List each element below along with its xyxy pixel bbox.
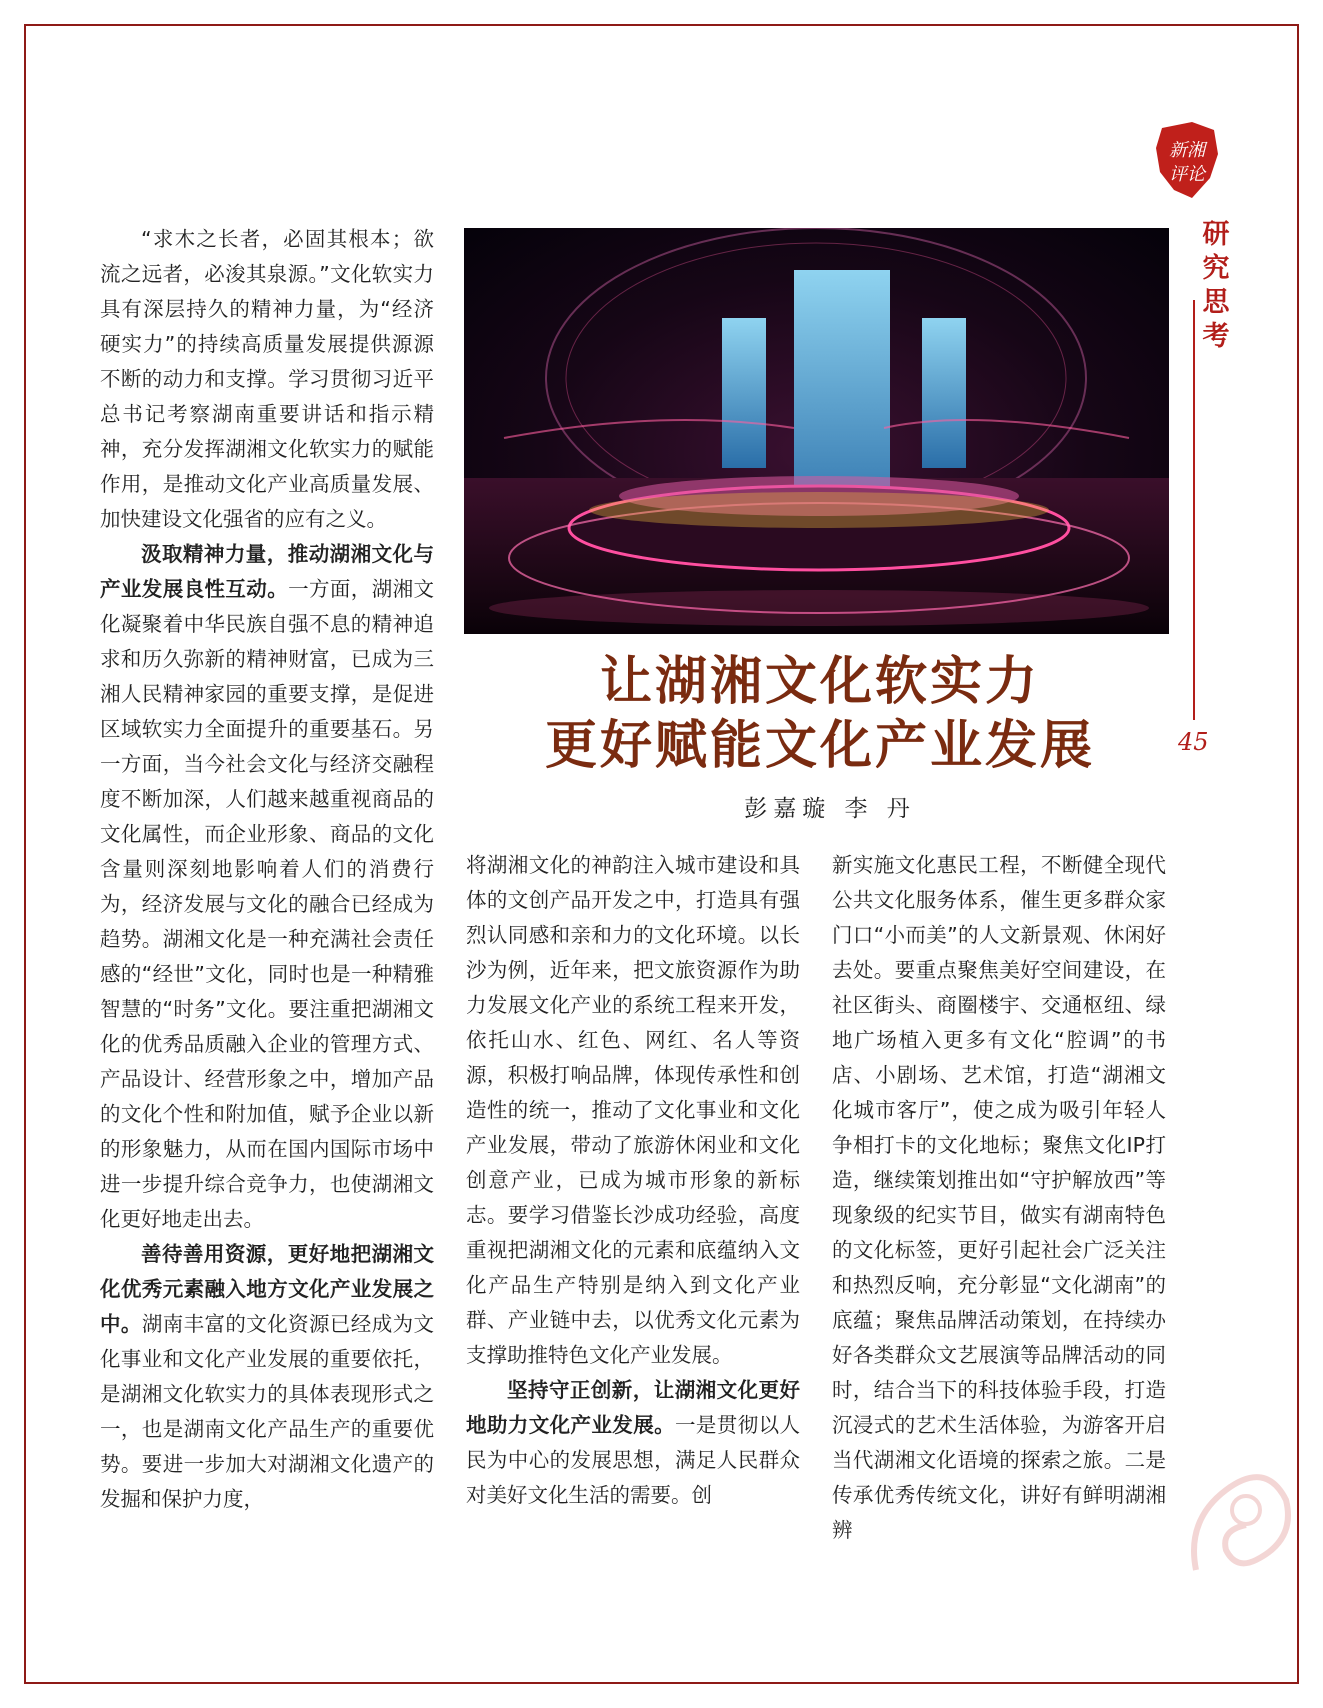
paragraph: 将湖湘文化的神韵注入城市建设和具体的文创产品开发之中，打造具有强烈认同感和亲和力的文化环境。以长沙为例，近年来，把文旅资源作为助力发展文化产业的系统工程来开发，依托山水、红色、网红、名人等资源，积极打响品牌，体现传承性和创造性的统一，推动了文化事业和文化产业发展，带动了旅游休闲业和文化创意产业，已成为城市形象的新标志。要学习借鉴长沙成功经验，高度重视把湖湘文化的元素和底蕴纳入文化产品生产特别是纳入到文化产业群、产业链中去，以优秀文化元素为支撑助推特色文化产业发展。: [466, 853, 800, 1367]
title-line-2: 更好赋能文化产业发展: [544, 715, 1095, 776]
article-authors: 彭嘉璇 李 丹: [744, 796, 916, 822]
paragraph: [466, 1373, 800, 1513]
text-column-1: [100, 222, 434, 1517]
stage-performance-photo: [464, 228, 1169, 634]
phoenix-watermark-icon: [1176, 1450, 1296, 1590]
magazine-seal-icon: [1152, 120, 1222, 202]
article-title: [440, 650, 1200, 778]
title-line-1: 让湖湘文化软实力: [599, 651, 1040, 712]
stage-photo-illustration: [464, 228, 1169, 634]
paragraph: [100, 537, 434, 1237]
svg-text:评论: 评论: [1169, 164, 1205, 185]
paragraph: [100, 1237, 434, 1517]
svg-text:新湘: 新湘: [1169, 140, 1205, 161]
text-column-3: [832, 848, 1166, 1548]
paragraph: 新实施文化惠民工程，不断健全现代公共文化服务体系，催生更多群众家门口“小而美”的人文新景观、休闲好去处。要重点聚焦美好空间建设，在社区街头、商圈楼宇、交通枢纽、绿地广场植入更多有文化“腔调”的书店、小剧场、艺术馆，打造“湖湘文化城市客厅”，使之成为吸引年轻人争相打卡的文化地标；聚焦文化IP打造，继续策划推出如“守护解放西”等现象级的纪实节目，做实有湖南特色的文化标签，更好引起社会广泛关注和热烈反响，充分彰显“文化湖南”的底蕴；聚焦品牌活动策划，在持续办好各类群众文艺展演等品牌活动的同时，结合当下的科技体验手段，打造沉浸式的艺术生活体验，为游客开启当代湖湘文化语境的探索之旅。二是传承优秀传统文化，讲好有鲜明湖湘辨: [832, 853, 1166, 1542]
paragraph-heading: 善待善用资源，更好地把湖湘文化优秀元素融入地方文化产业发展之中。: [100, 1242, 434, 1336]
paragraph-body: 一是贯彻以人民为中心的发展思想，满足人民群众对美好文化生活的需要。创: [466, 1413, 800, 1507]
paragraph: “求木之长者，必固其根本；欲流之远者，必浚其泉源。”文化软实力具有深层持久的精神力量，为“经济硬实力”的持续高质量发展提供源源不断的动力和支撑。学习贯彻习近平总书记考察湖南重要讲话和指示精神，充分发挥湖湘文化软实力的赋能作用，是推动文化产业高质量发展、加快建设文化强省的应有之义。: [100, 227, 434, 531]
paragraph-heading: 坚持守正创新，让湖湘文化更好地助力文化产业发展。: [466, 1378, 800, 1437]
paragraph-body: 一方面，湖湘文化凝聚着中华民族自强不息的精神追求和历久弥新的精神财富，已成为三湘人民精神家园的重要支撑，是促进区域软实力全面提升的重要基石。另一方面，当今社会文化与经济交融程度不断加深，人们越来越重视商品的文化属性，而企业形象、商品的文化含量则深刻地影响着人们的消费行为，经济发展与文化的融合已经成为趋势。湖湘文化是一种充满社会责任感的“经世”文化，同时也是一种精雅智慧的“时务”文化。要注重把湖湘文化的优秀品质融入企业的管理方式、产品设计、经营形象之中，增加产品的文化个性和附加值，赋予企业以新的形象魅力，从而在国内国际市场中进一步提升综合竞争力，也使湖湘文化更好地走出去。: [100, 577, 435, 1231]
section-label: 研究思考: [1202, 219, 1230, 352]
paragraph-heading: 汲取精神力量，推动湖湘文化与产业发展良性互动。: [100, 542, 434, 601]
page-number: 45: [1178, 728, 1209, 756]
text-column-2: [466, 848, 800, 1513]
paragraph-body: 湖南丰富的文化资源已经成为文化事业和文化产业发展的重要依托，是湖湘文化软实力的具体表现形式之一，也是湖南文化产品生产的重要优势。要进一步加大对湖湘文化遗产的发掘和保护力度，: [100, 1312, 435, 1511]
